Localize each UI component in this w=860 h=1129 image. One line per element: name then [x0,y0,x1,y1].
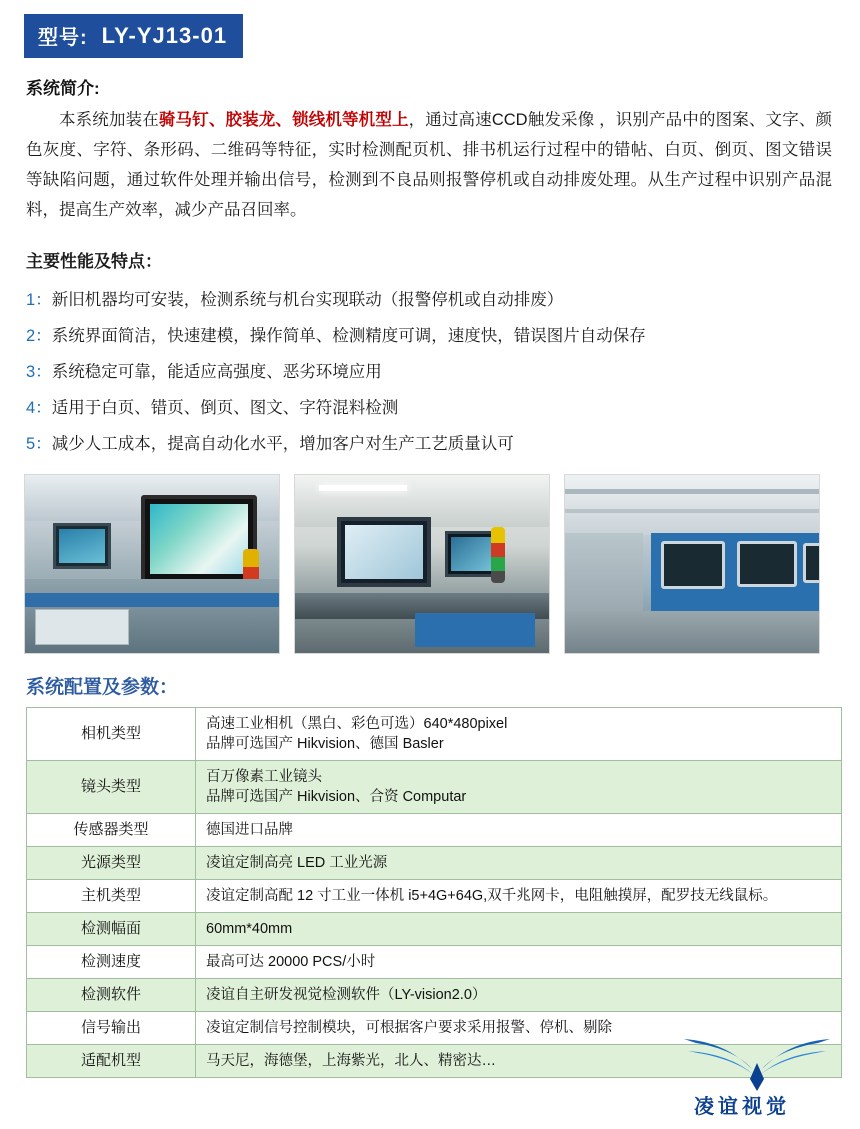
brand-name: 凌谊视觉 [694,1096,790,1118]
config-key: 信号输出 [27,1012,196,1045]
config-value-line: 高速工业相机（黑白、彩色可选）640*480pixel [206,716,508,732]
feature-text: 系统稳定可靠，能适应高强度、恶劣环境应用 [51,363,382,381]
config-key: 主机类型 [27,880,196,913]
photo-production-line-3 [564,474,820,654]
config-key: 检测幅面 [27,913,196,946]
list-item [26,390,838,426]
config-key: 光源类型 [27,847,196,880]
config-value: 凌谊定制信号控制模块，可根据客户要求采用报警、停机、剔除 [196,1012,842,1045]
config-value-line: 品牌可选国产 Hikvision、合资 Computar [206,789,467,805]
config-value [196,761,842,814]
list-item [26,354,838,390]
photo-row [24,474,836,654]
config-value-line: 品牌可选国产 Hikvision、德国 Basler [206,736,444,752]
config-key: 传感器类型 [27,814,196,847]
config-value: 凌谊定制高配 12 寸工业一体机 i5+4G+64G,双千兆网卡，电阻触摸屏，配罗技无线鼠标。 [196,880,842,913]
feature-text: 减少人工成本，提高自动化水平，增加客户对生产工艺质量认可 [51,435,514,453]
table-row [27,847,842,880]
config-key: 适配机型 [27,1045,196,1078]
feature-number: 3： [26,363,52,381]
config-value: 60mm*40mm [196,913,842,946]
photo-production-line-2 [294,474,550,654]
config-key: 镜头类型 [27,761,196,814]
config-key: 检测速度 [27,946,196,979]
config-title: 系统配置及参数： [26,677,179,698]
intro-text-1: 本系统加装在 [59,111,159,129]
table-row [27,946,842,979]
config-value-line: 百万像素工业镜头 [206,769,322,785]
feature-number: 2： [26,327,52,345]
company-logo [668,1035,844,1121]
config-value: 最高可达 20000 PCS/小时 [196,946,842,979]
config-value: 凌谊定制高亮 LED 工业光源 [196,847,842,880]
intro-text-2: ，通过高速CCD触发采像 ，识别产品中的图案、文字、颜色灰度、字符、条形码、二维码等特征，实时检测配页机、排书机运行过程中的错帖、白页、倒页、图文错误等缺陷问题，通过软件处理并输出信号，检测到不良品则报警停机或自动排废处理。从生产过程中识别产品混料，提高生产效率，减少产品召回率。 [26,111,832,219]
features-list [22,282,838,462]
list-item [26,282,838,318]
intro-highlight: 骑马钉、胶装龙、锁线机等机型上 [158,111,409,129]
config-value [196,708,842,761]
feature-text: 系统界面简洁，快速建模，操作简单、检测精度可调，速度快，错误图片自动保存 [51,327,646,345]
table-row [27,761,842,814]
feature-number: 1： [26,291,52,309]
feature-number: 4： [26,399,52,417]
features-title: 主要性能及特点： [26,252,162,271]
table-row [27,979,842,1012]
config-key: 检测软件 [27,979,196,1012]
photo-production-line-1 [24,474,280,654]
model-badge [24,14,243,58]
list-item [26,426,838,462]
feature-number: 5： [26,435,52,453]
config-value: 马天尼，海德堡，上海紫光，北人、精密达… [196,1045,842,1078]
table-row [27,913,842,946]
list-item [26,318,838,354]
model-value: LY-YJ13-01 [101,22,228,48]
config-value: 凌谊自主研发视觉检测软件（LY-vision2.0） [196,979,842,1012]
model-label: 型号: [38,27,88,49]
feature-text: 适用于白页、错页、倒页、图文、字符混料检测 [51,399,399,417]
table-row [27,708,842,761]
config-table [26,707,842,1078]
intro-title: 系统简介: [26,79,100,98]
table-row [27,814,842,847]
table-row [27,880,842,913]
feature-text: 新旧机器均可安装，检测系统与机台实现联动（报警停机或自动排废） [51,291,564,309]
config-key: 相机类型 [27,708,196,761]
bird-wings-icon [682,1035,832,1091]
config-value: 德国进口品牌 [196,814,842,847]
intro-paragraph [26,105,832,225]
